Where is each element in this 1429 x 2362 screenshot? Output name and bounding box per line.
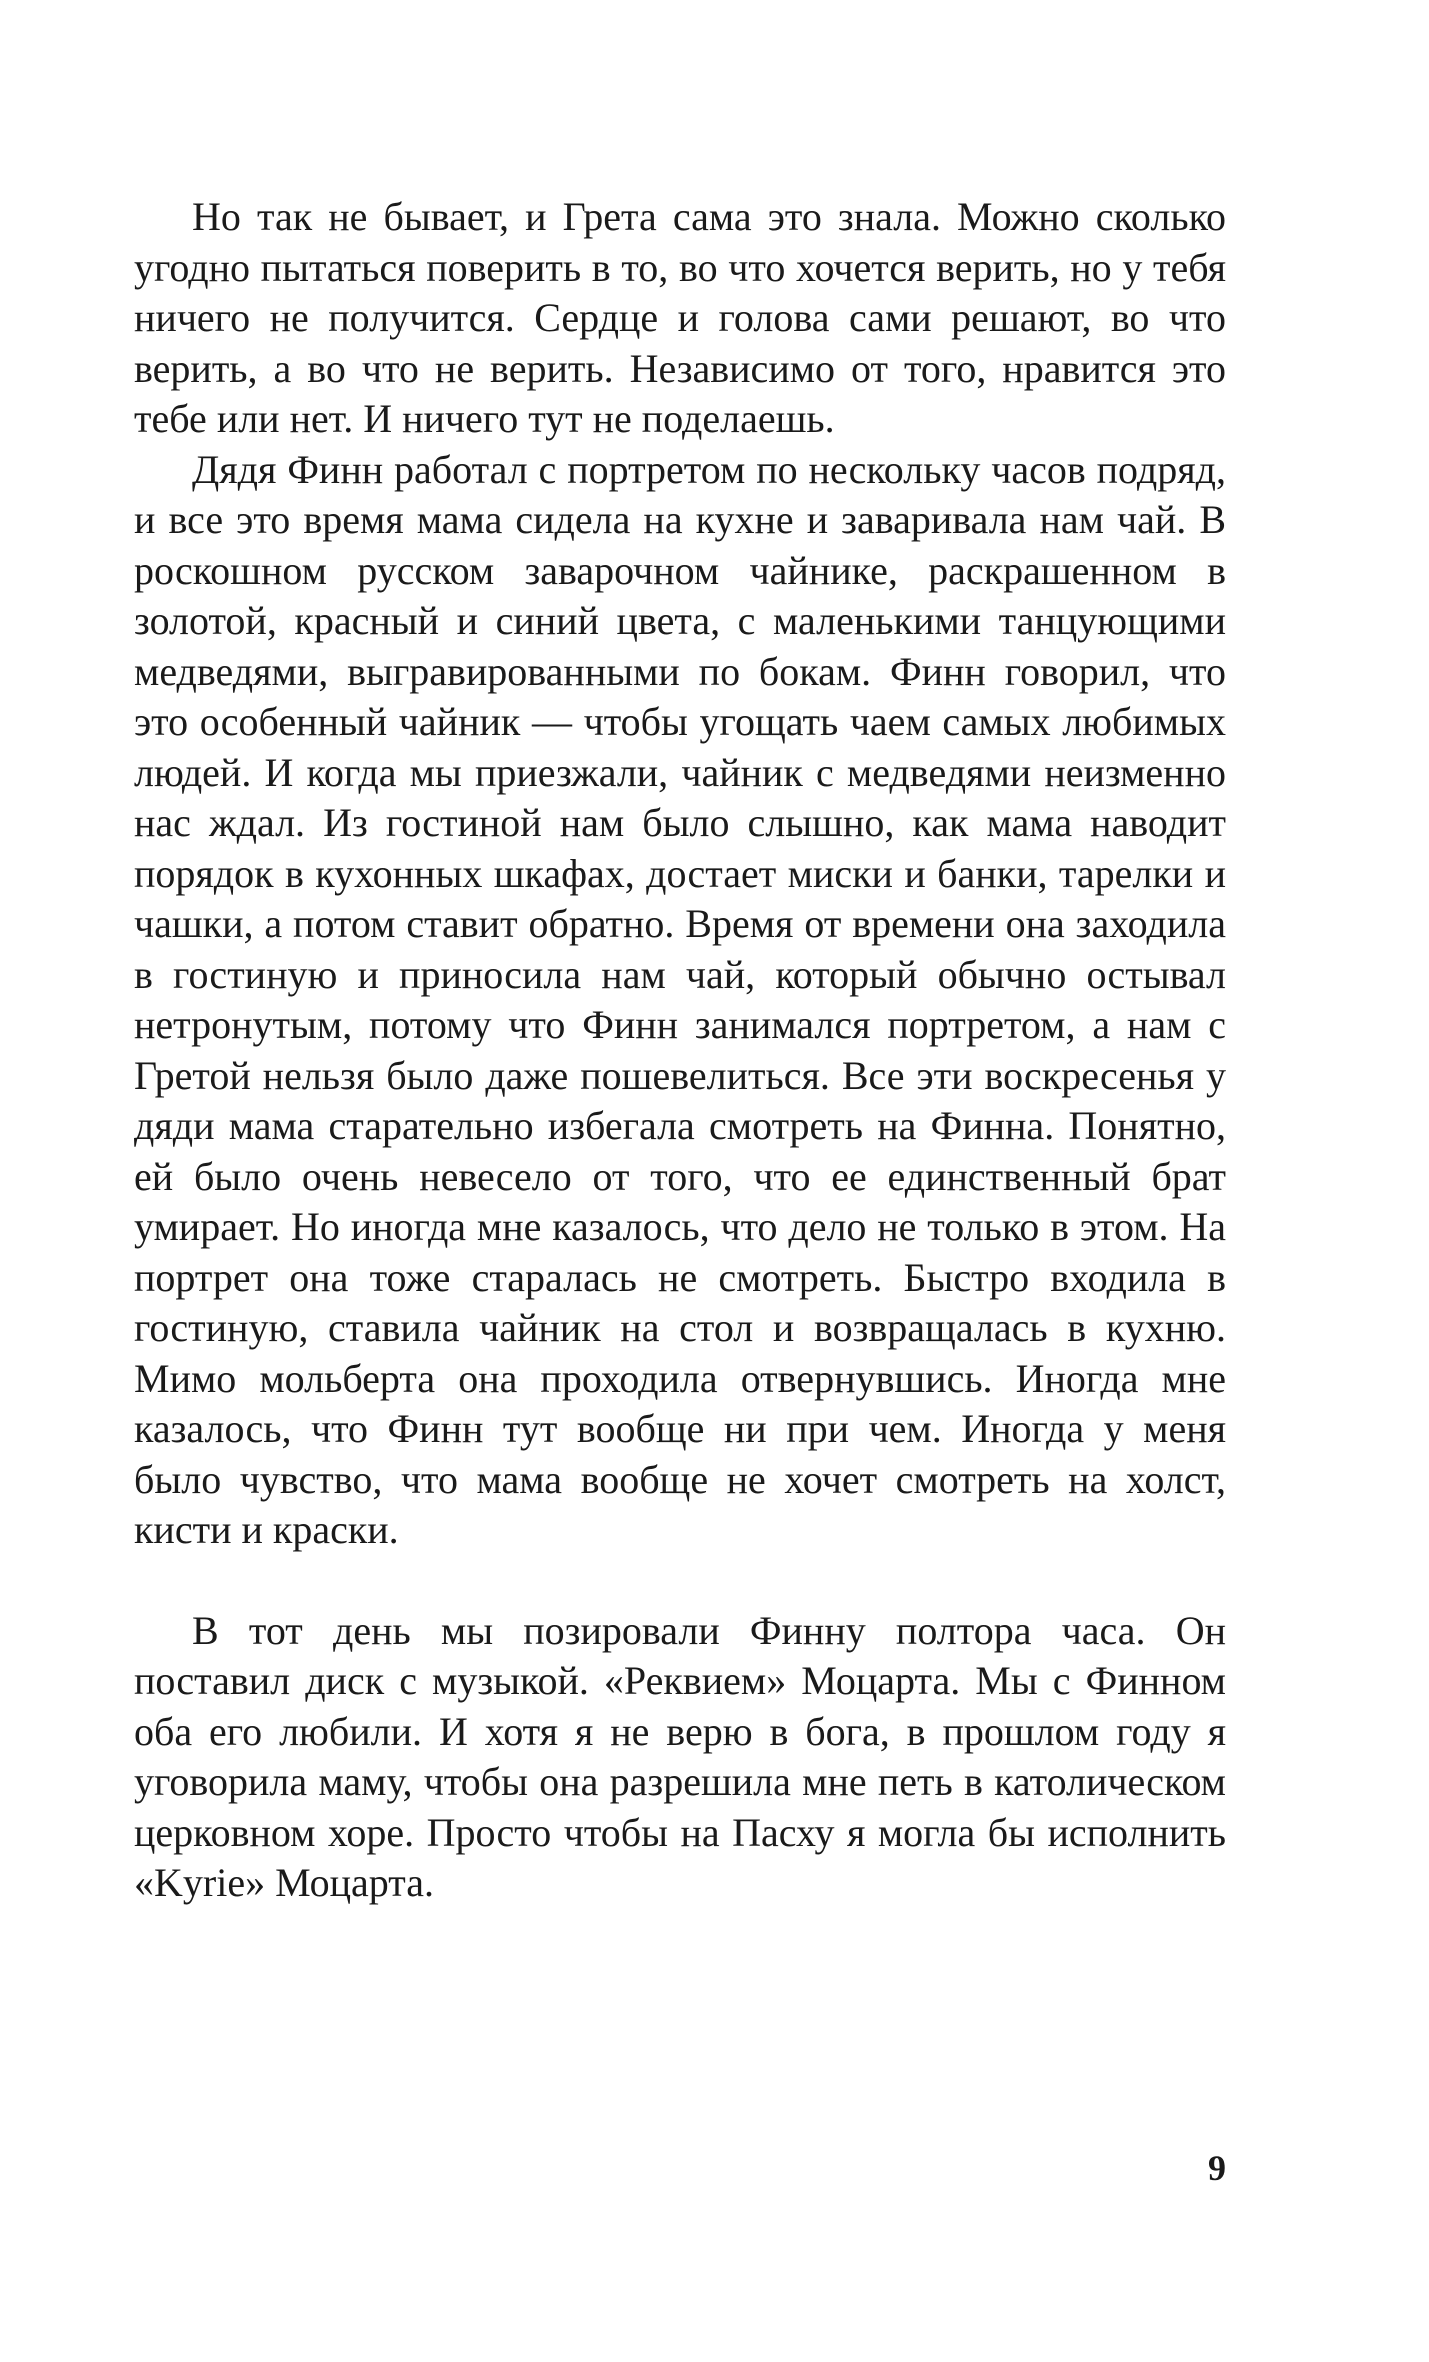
paragraph-2: Дядя Финн работал с портретом по нескольку часов подряд, и все это время мама сидела на кухне и заваривала нам чай. В роскошном русском заварочном чайнике, раскрашенном в золотой, красный и синий цвета, с маленькими танцующими медведями, выгравированными по бокам. Финн говорил, что это особенный чайник — чтобы угощать чаем самых любимых людей. И когда мы приезжали, чайник с медведями неизменно нас ждал. Из гостиной нам было слышно, как мама наводит порядок в кухонных шкафах, достает миски и банки, тарелки и чашки, а потом ставит обратно. Время от времени она заходила в гостиную и приносила нам чай, который обычно остывал нетронутым, потому что Финн занимался портретом, а нам с Гретой нельзя было даже пошевелиться. Все эти воскресенья у дяди мама старательно избегала смотреть на Финна. Понятно, ей было очень невесело от того, что ее единственный брат умирает. Но иногда мне казалось, что дело не только в этом. На портрет она тоже старалась не смотреть. Быстро входила в гостиную, ставила чайник на стол и возвращалась в кухню. Мимо мольберта она проходила отвернувшись. Иногда мне казалось, что Финн тут вообще ни при чем. Иногда у меня было чувство, что мама вообще не хочет смотреть на холст, кисти и краски. [134,446,1226,1552]
page-number: 9 [1208,2148,1226,2188]
paragraph-3: В тот день мы позировали Финну полтора часа. Он поставил диск с музыкой. «Реквием» Моцарта. Мы с Финном оба его любили. И хотя я не верю в бога, в прошлом году я уговорила маму, чтобы она разрешила мне петь в католическом церковном хоре. Просто чтобы на Пасху я могла бы исполнить «Kyrie» Моцарта. [134,1607,1226,1905]
paragraph-1: Но так не бывает, и Грета сама это знала. Можно сколько угодно пытаться поверить в то, во что хочется верить, но у тебя ничего не получится. Сердце и голова сами решают, во что верить, а во что не верить. Независимо от того, нравится это тебе или нет. И ничего тут не поделаешь. [134,194,1226,441]
body-text [134,192,1226,1909]
